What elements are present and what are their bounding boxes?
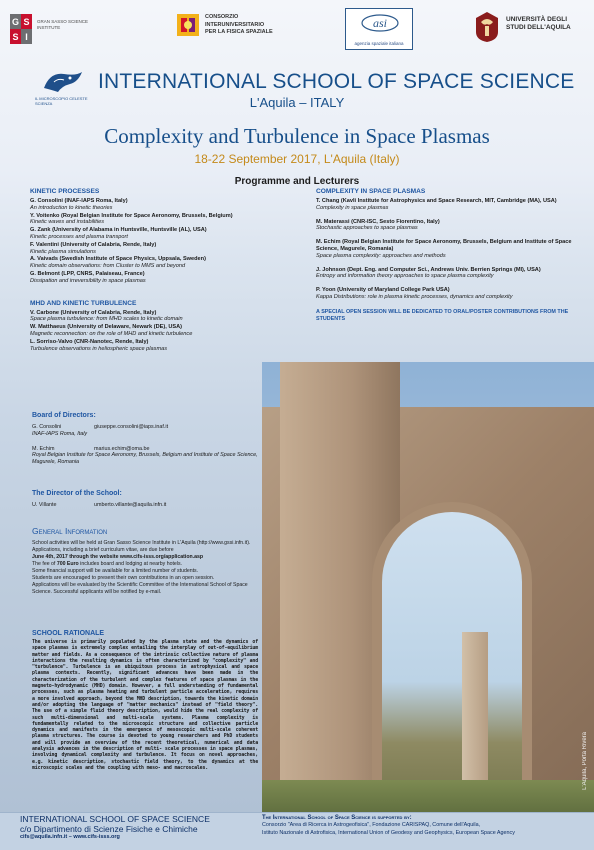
- director-heading: The Director of the School:: [32, 490, 122, 497]
- section-heading: COMPLEXITY IN SPACE PLASMAS: [316, 188, 426, 195]
- lecturer-name: Y. Voitenko (Royal Belgian Institute for Space Aeronomy, Brussels, Belgium): [30, 212, 233, 219]
- univaq-text: [506, 16, 571, 32]
- gssi-letter: G: [10, 14, 21, 29]
- board-member-row: [32, 424, 262, 431]
- board-member-name: M. Echim: [32, 445, 55, 452]
- univaq-logo[interactable]: [472, 10, 590, 50]
- school-mascot-icon: [40, 68, 86, 94]
- lecture-title: Kinetic processes and plasma transport: [30, 233, 128, 240]
- school-director: [32, 490, 262, 509]
- lecture-item: [316, 287, 586, 301]
- rationale-heading: SCHOOL RATIONALE: [32, 630, 105, 637]
- asi-text: agenzia spaziale italiana: [354, 41, 404, 46]
- fee-amount: 700 Euro: [56, 561, 79, 567]
- board-heading: Board of Directors:: [32, 412, 96, 419]
- school-rationale: [32, 630, 258, 771]
- lecturer-name: P. Yoon (University of Maryland College Park USA): [316, 287, 450, 294]
- lecturer-name: W. Matthaeus (University of Delaware, Newark (DE), USA): [30, 324, 183, 331]
- general-paragraph: Applications will be evaluated by the Scientific Committee of the International School of Space Science. Successful applicants will be notified by e-mail.: [32, 582, 248, 595]
- general-paragraph: Students are encouraged to present their own contributions in an open session.: [32, 575, 215, 581]
- board-member-email[interactable]: giuseppe.consolini@iaps.inaf.it: [94, 424, 169, 430]
- consorzio-line: PER LA FISICA SPAZIALE: [205, 29, 273, 35]
- general-information: [32, 526, 260, 596]
- lecture-title: Stochastic approaches to space plasmas: [316, 225, 418, 232]
- conference-dates: 18-22 September 2017, L'Aquila (Italy): [194, 152, 400, 166]
- right-program-column: [316, 188, 586, 323]
- lecture-item: [30, 213, 300, 227]
- lecture-title: Dissipation and irreversibility in space plasmas: [30, 277, 146, 284]
- section-heading: KINETIC PROCESSES: [30, 188, 100, 195]
- lecturer-name: A. Vaivads (Swedish Institute of Space Physics, Uppsala, Sweden): [30, 256, 206, 263]
- spacer: [30, 286, 300, 293]
- photo-arch: [372, 502, 532, 820]
- school-logo-text: IL MICROSCOPIO CELESTE SCIENZA: [35, 96, 88, 106]
- lecture-item: [30, 256, 300, 270]
- left-program-column: [30, 188, 300, 353]
- school-title: INTERNATIONAL SCHOOL OF SPACE SCIENCE: [98, 70, 575, 93]
- lecture-title: Complexity in space plasmas: [316, 204, 389, 211]
- consorzio-logo[interactable]: [175, 10, 295, 50]
- board-member-row: [32, 446, 262, 453]
- logo-row: [0, 6, 594, 52]
- board-of-directors: [32, 412, 262, 474]
- programme-heading: Programme and Lecturers: [234, 176, 360, 187]
- eagle-seal-icon: [472, 10, 502, 44]
- lecture-item: [30, 227, 300, 241]
- gssi-letter: I: [21, 29, 32, 44]
- lecturer-name: G. Belmont (LPP, CNRS, Palaiseau, France): [30, 270, 145, 277]
- general-paragraph: Applications, including a brief curriculum vitae, are due before: [32, 547, 174, 553]
- school-place: L'Aquila – ITALY: [249, 95, 345, 110]
- lecturer-name: J. Johnson (Dept. Eng. and Computer Sci., Andrews Univ. Berrien Springs (MI), USA): [316, 266, 541, 273]
- sponsors-line: Consorzio "Area di Ricerca in Astrogeofisica", Fondazione CARISPAQ, Comune dell'Aquila,: [262, 822, 481, 828]
- footer-school-info: [20, 814, 280, 841]
- section-heading: MHD AND KINETIC TURBULENCE: [30, 299, 137, 307]
- gssi-letters: [10, 14, 32, 44]
- lecture-item: [316, 267, 586, 281]
- lecture-title: Entropy and information theory approaches to space plasma complexity: [316, 273, 494, 280]
- general-paragraph: School activities will be held at Gran Sasso Science Institute in L'Aquila (http://www.gssi.infn.it).: [32, 540, 251, 546]
- lecturer-name: M. Materassi (CNR-ISC, Sesto Fiorentino, Italy): [316, 218, 440, 225]
- fortress-photo: [262, 362, 594, 820]
- conference-title: Complexity and Turbulence in Space Plasmas: [104, 124, 490, 148]
- footer-contact[interactable]: cifs@aquila.infn.it – www.cifs-isss.org: [20, 834, 120, 840]
- lecture-title: Turbulence observations in heliospheric space plasmas: [30, 345, 168, 352]
- director-name: U. Villante: [32, 502, 57, 508]
- lecture-item: [30, 271, 300, 285]
- asi-mark-icon: [360, 12, 400, 34]
- lecture-item: [30, 242, 300, 256]
- consorzio-icon: [175, 12, 201, 38]
- lecture-item: [30, 324, 300, 338]
- lecture-title: Magnetic reconnection: on the role of MHD and kinetic turbulence: [30, 330, 193, 337]
- photo-credit: L'Aquila, Porta Rivera: [582, 732, 588, 790]
- lecturer-name: V. Carbone (University of Calabria, Rende, Italy): [30, 309, 157, 316]
- lecture-title: Kinetic domain observations: from Cluster to MMS and beyond: [30, 263, 186, 270]
- consorzio-text: [205, 14, 273, 37]
- fee-text: The fee of: [32, 561, 57, 567]
- asi-logo[interactable]: [345, 8, 413, 50]
- lecture-title: Space plasma complexity: approaches and methods: [316, 252, 446, 259]
- application-deadline[interactable]: June 4th, 2017 through the website www.cifs-isss.org/application.asp: [32, 554, 204, 560]
- lecturer-name: G. Zank (University of Alabama in Huntsville, Huntsville (AL), USA): [30, 227, 207, 234]
- lecture-item: [316, 198, 586, 212]
- board-member-email[interactable]: marius.echim@oma.be: [94, 445, 150, 452]
- lecture-title: Kinetic waves and instabilities: [30, 219, 104, 226]
- fee-text: includes board and lodging at nearby hotels.: [78, 561, 182, 567]
- sponsors-line: Istituto Nazionale di Astrofisica, International Union of Geodesy and Geophysics, European Space Agency: [262, 829, 515, 836]
- board-member-name: G. Consolini: [32, 424, 62, 430]
- gssi-letter: S: [21, 14, 32, 29]
- lecturer-name: G. Consolini (INAF-IAPS Roma, Italy): [30, 198, 128, 204]
- asi-mark-text: asi: [372, 16, 388, 30]
- lecture-title: Space plasma turbulence: from MHD scales to kinetic domain: [30, 316, 183, 323]
- lecturer-name: F. Valentini (University of Calabria, Rende, Italy): [30, 241, 157, 248]
- footer-department: c/o Dipartimento di Scienze Fisiche e Chimiche: [20, 824, 198, 834]
- board-member-affiliation: Royal Belgian Institute for Space Aeronomy, Brussels, Belgium and Institute of Space Science, Magurele, Romania: [32, 452, 258, 466]
- lecture-item: [30, 310, 300, 324]
- lecture-item: [316, 239, 586, 259]
- director-row: [32, 502, 262, 509]
- spacer: [30, 293, 300, 300]
- general-paragraph: Some financial support will be available for a limited number of students.: [32, 568, 199, 574]
- univaq-line: STUDI DELL'AQUILA: [506, 24, 571, 31]
- univaq-line: UNIVERSITÀ DEGLI: [506, 16, 568, 23]
- gssi-logo[interactable]: [10, 14, 110, 44]
- supporters-heading: The International School of Space Science is supported by:: [262, 815, 412, 821]
- lecturer-name: L. Sorriso-Valvo (CNR-Nanotec, Rende, Italy): [30, 338, 149, 345]
- open-session-note: A SPECIAL OPEN SESSION WILL BE DEDICATED TO ORAL/POSTER CONTRIBUTIONS FROM THE STUDENTS: [316, 308, 569, 322]
- footer-supporters: [262, 814, 592, 837]
- footer-school-name: INTERNATIONAL SCHOOL OF SPACE SCIENCE: [20, 814, 210, 824]
- director-email[interactable]: umberto.villante@aquila.infn.it: [94, 502, 167, 508]
- fee-paragraph: [32, 561, 260, 568]
- consorzio-line: INTERUNIVERSITARIO: [205, 21, 265, 28]
- lecture-item: [30, 339, 300, 353]
- gssi-letter: S: [10, 29, 21, 44]
- general-heading: General Information: [32, 526, 108, 536]
- lecture-title: Kinetic plasma simulations: [30, 248, 96, 255]
- gssi-text: GRAN SASSO SCIENCE INSTITUTE: [37, 19, 89, 30]
- footer: [0, 812, 594, 850]
- lecturer-name: T. Chang (Kavli Institute for Astrophysics and Space Research, MIT, Cambridge (MA), USA): [316, 198, 557, 204]
- board-member-affiliation: INAF-IAPS Roma, Italy: [32, 430, 88, 437]
- consorzio-line: CONSORZIO: [205, 14, 239, 20]
- lecture-title: An introduction to kinetic theories: [30, 204, 113, 211]
- lecture-item: [316, 219, 586, 233]
- rationale-text: The universe is primarily populated by the plasma state and the dynamics of space plasmas is extremely complex entailing the interplay of out-of-equilibrium matter and fields. As a consequence of the intrinsic collective nature of plasma interactions the resulting dynamics is often characterized by "complexity" and "turbulence". Turbulence is an ubiquitous process in astrophysical and space plasma contexts. Recently, significant advances have been made in the characterization of the turbulent and complex features of space plasmas in the magneto-hydrodynamic (MHD) domain. However, a full understanding of fundamental processes, such as plasma heating and turbulent particle acceleration, requires a more involved approach, beyond the MHD description, towards the kinetic domain and/or adopting the language of "matter mechanics" instead of "field theory". The use of a simple fluid theory description, would hide the real complexity of such multi-dimensional and multi-scale systems. Plasma complexity is fundamentally related to the microscopic structure and collective particle dynamics and manifests in the emergence of mesoscopic multi-scale coherent plasma structures. The course is devoted to young researchers and PhD students and will provide an overview of the recent theoretical, numerical and data analysis advances in the description of multi- scale processes in space plasmas, involving dynamical complexity and turbulence. It focus on novel approaches, e.g. kinetic description, stochastic field theory, to the dynamics at the microscopic scales and the coupling with meso- and macroscales.: [32, 639, 258, 771]
- lecturer-name: M. Echim (Royal Belgian Institute for Space Aeronomy, Brussels, Belgium and Institute of Space Science, Magurele, Romania): [316, 239, 572, 252]
- lecture-title: Kappa Distributions: role in plasma kinetic processes, dynamics and complexity: [316, 293, 513, 300]
- lecture-item: [30, 198, 300, 212]
